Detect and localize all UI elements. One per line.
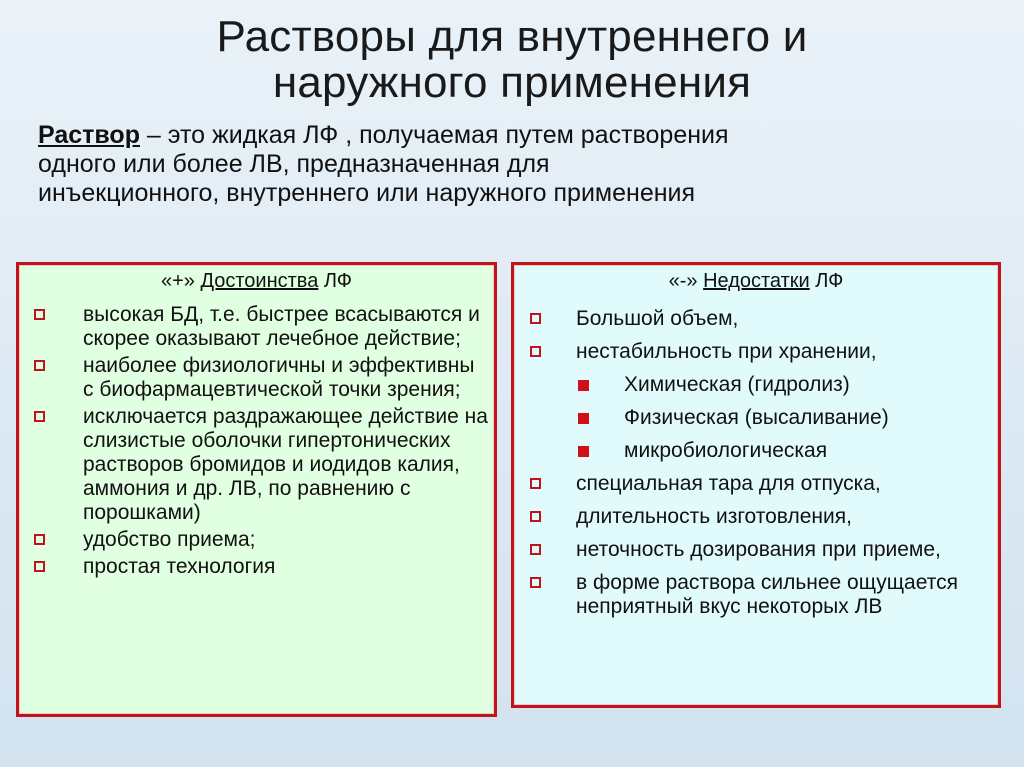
list-item bbox=[514, 472, 998, 496]
list-item-text: нестабильность при хранении, bbox=[576, 340, 877, 363]
hollow-square-icon bbox=[530, 346, 541, 357]
hollow-square-icon bbox=[34, 309, 45, 320]
disadvantages-heading-suffix: ЛФ bbox=[809, 270, 844, 292]
list-item bbox=[514, 340, 998, 364]
disadvantages-box bbox=[511, 262, 1001, 708]
list-item bbox=[19, 303, 494, 351]
list-item bbox=[19, 354, 494, 402]
list-item-text: высокая БД, т.е. быстрее всасываются и скорее оказывают лечебное действие; bbox=[83, 303, 480, 350]
list-item-text: Физическая (высаливание) bbox=[624, 406, 889, 429]
filled-square-icon bbox=[578, 413, 589, 424]
advantages-heading bbox=[19, 269, 494, 293]
list-item-text: простая технология bbox=[83, 555, 276, 578]
sub-list-item bbox=[514, 439, 998, 463]
title-line-1: Растворы для внутреннего и bbox=[216, 12, 808, 61]
filled-square-icon bbox=[578, 446, 589, 457]
advantages-heading-suffix: ЛФ bbox=[318, 270, 352, 292]
hollow-square-icon bbox=[34, 360, 45, 371]
advantages-list bbox=[19, 303, 494, 579]
list-item-text: Большой объем, bbox=[576, 307, 739, 330]
page-title bbox=[0, 14, 1024, 106]
hollow-square-icon bbox=[34, 534, 45, 545]
list-item-text: микробиологическая bbox=[624, 439, 828, 462]
disadvantages-heading-label: Недостатки bbox=[703, 270, 810, 292]
hollow-square-icon bbox=[530, 478, 541, 489]
list-item-text: Химическая (гидролиз) bbox=[624, 373, 850, 396]
disadvantages-heading bbox=[514, 269, 998, 293]
definition-line-2: одного или более ЛВ, предназначенная для bbox=[38, 150, 550, 178]
filled-square-icon bbox=[578, 380, 589, 391]
list-item bbox=[514, 505, 998, 529]
hollow-square-icon bbox=[34, 411, 45, 422]
list-item-text: специальная тара для отпуска, bbox=[576, 472, 881, 495]
hollow-square-icon bbox=[530, 511, 541, 522]
definition-text-1: – это жидкая ЛФ , получаемая путем растворения bbox=[139, 121, 729, 149]
disadvantages-list bbox=[514, 307, 998, 619]
list-item-text: исключается раздражающее действие на слизистые оболочки гипертонических растворов бромидов и иодидов калия, аммония и др. ЛВ, по равнению с порошками) bbox=[83, 405, 488, 524]
list-item bbox=[19, 528, 494, 552]
list-item-text: в форме раствора сильнее ощущается неприятный вкус некоторых ЛВ bbox=[576, 571, 958, 618]
disadvantages-heading-prefix: «-» bbox=[668, 270, 704, 292]
definition-line-1 bbox=[38, 121, 998, 150]
advantages-box bbox=[16, 262, 497, 717]
list-item bbox=[514, 571, 998, 619]
advantages-heading-label: Достоинства bbox=[200, 270, 319, 292]
list-item bbox=[514, 538, 998, 562]
list-item-text: наиболее физиологичны и эффективны с биофармацевтической точки зрения; bbox=[83, 354, 475, 401]
sub-list-item bbox=[514, 406, 998, 430]
list-item bbox=[19, 555, 494, 579]
definition-line-3: инъекционного, внутреннего или наружного применения bbox=[38, 179, 696, 207]
hollow-square-icon bbox=[530, 544, 541, 555]
list-item-text: длительность изготовления, bbox=[576, 505, 852, 528]
list-item bbox=[514, 307, 998, 331]
title-line-2: наружного применения bbox=[272, 58, 752, 107]
hollow-square-icon bbox=[530, 313, 541, 324]
definition-term: Раствор bbox=[38, 121, 140, 149]
list-item-text: удобство приема; bbox=[83, 528, 256, 551]
hollow-square-icon bbox=[34, 561, 45, 572]
list-item bbox=[19, 405, 494, 525]
list-item-text: неточность дозирования при приеме, bbox=[576, 538, 941, 561]
advantages-heading-prefix: «+» bbox=[160, 270, 201, 292]
sub-list-item bbox=[514, 373, 998, 397]
definition-block bbox=[38, 121, 998, 208]
hollow-square-icon bbox=[530, 577, 541, 588]
